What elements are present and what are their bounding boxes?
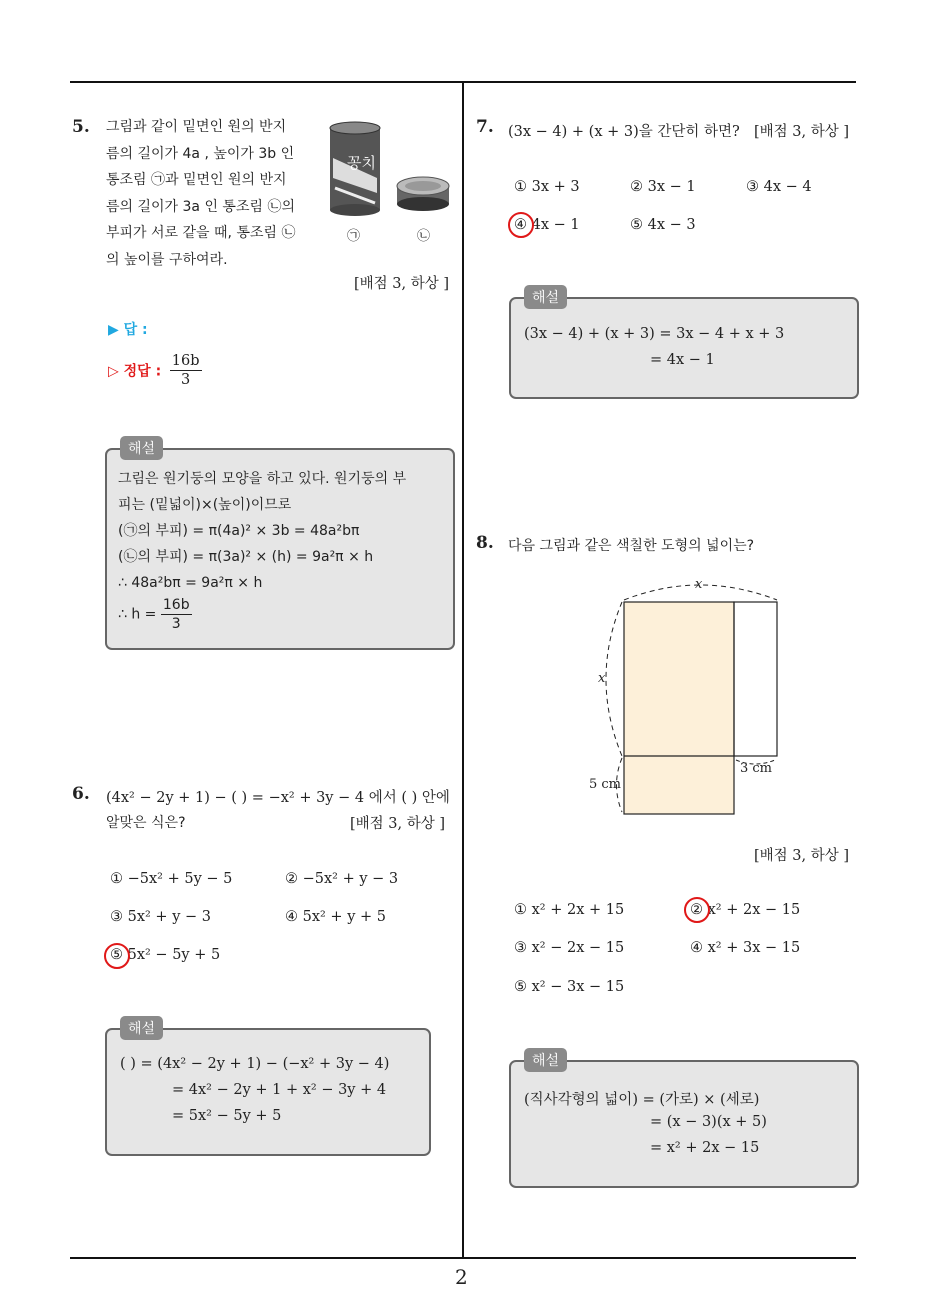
can-label-2: ㉡ bbox=[417, 229, 431, 244]
q7-explain-line-1: (3x − 4) + (x + 3) = 3x − 4 + x + 3 bbox=[524, 326, 785, 342]
q8-text: 다음 그림과 같은 색칠한 도형의 넓이는? bbox=[508, 538, 755, 554]
fraction-denominator: 3 bbox=[171, 616, 181, 632]
q7-text: (3x − 4) + (x + 3)을 간단히 하면? bbox=[508, 124, 740, 140]
q8-answer-mark bbox=[684, 897, 710, 923]
q7-number: 7. bbox=[476, 117, 494, 137]
cans-figure bbox=[325, 118, 455, 248]
q6-choice-3[interactable]: ③ 5x² + y − 3 bbox=[110, 909, 211, 925]
q5-answer-label: ▶ 답 : bbox=[108, 322, 148, 338]
q7-answer-mark bbox=[508, 212, 534, 238]
q7-choice-2[interactable]: ② 3x − 1 bbox=[630, 179, 696, 195]
q5-correct-fraction bbox=[170, 352, 202, 389]
fraction-numerator: 16b bbox=[162, 597, 190, 613]
can-brand-text: 꽁치 bbox=[347, 154, 376, 172]
column-divider bbox=[462, 82, 464, 1258]
fig-label-left: x bbox=[598, 671, 606, 686]
q8-explain-line-3: = x² + 2x − 15 bbox=[650, 1140, 760, 1156]
q6-choice-4[interactable]: ④ 5x² + y + 5 bbox=[285, 909, 386, 925]
fraction-denominator: 3 bbox=[181, 372, 191, 388]
q7-explain-line-2: = 4x − 1 bbox=[650, 352, 715, 368]
explain-line: (㉠의 부피) = π(4a)² × 3b = 48a²bπ bbox=[118, 523, 360, 539]
q7-choice-3[interactable]: ③ 4x − 4 bbox=[746, 179, 812, 195]
q5-line: 그림과 같이 밑면인 원의 반지 bbox=[106, 119, 287, 135]
unshaded-rectangle bbox=[734, 602, 777, 756]
q8-choice-4[interactable]: ④ x² + 3x − 15 bbox=[690, 940, 801, 956]
bottom-rule bbox=[70, 1257, 856, 1259]
q6-explain-line-2: = 4x² − 2y + 1 + x² − 3y + 4 bbox=[172, 1082, 387, 1098]
q7-explain-box bbox=[509, 297, 859, 399]
q5-text bbox=[106, 114, 321, 273]
q6-text-line1: (4x² − 2y + 1) − ( ) = −x² + 3y − 4 에서 ( ) 안에 bbox=[106, 790, 450, 806]
q8-number: 8. bbox=[476, 533, 494, 553]
q6-number: 6. bbox=[72, 784, 90, 804]
q6-choice-2[interactable]: ② −5x² + y − 3 bbox=[285, 871, 399, 887]
q7-choice-1[interactable]: ① 3x + 3 bbox=[514, 179, 580, 195]
q5-line: 부피가 서로 같을 때, 통조림 ㉡ bbox=[106, 225, 296, 241]
q6-choice-1[interactable]: ① −5x² + 5y − 5 bbox=[110, 871, 233, 887]
q6-answer-mark bbox=[104, 943, 130, 969]
q5-explain-tag: 해설 bbox=[120, 436, 163, 460]
q5-explain-text bbox=[118, 466, 406, 633]
explain-line: (㉡의 부피) = π(3a)² × (h) = 9a²π × h bbox=[118, 549, 374, 565]
page-number: 2 bbox=[455, 1265, 468, 1289]
q5-line: 의 높이를 구하여라. bbox=[106, 251, 228, 268]
q6-score: [배점 3, 하상 ] bbox=[350, 816, 446, 832]
q5-line: 름의 길이가 4a , 높이가 3b 인 bbox=[106, 145, 295, 162]
q8-explain-line-2: = (x − 3)(x + 5) bbox=[650, 1114, 767, 1130]
q8-figure bbox=[585, 572, 785, 820]
q6-explain-line-1: ( ) = (4x² − 2y + 1) − (−x² + 3y − 4) bbox=[120, 1056, 390, 1072]
can-label-1: ㉠ bbox=[347, 229, 361, 244]
q8-explain-line-1: (직사각형의 넓이) = (가로) × (세로) bbox=[524, 1092, 760, 1108]
q8-explain-tag: 해설 bbox=[524, 1048, 567, 1072]
q7-choice-5[interactable]: ⑤ 4x − 3 bbox=[630, 217, 696, 233]
q7-explain-tag: 해설 bbox=[524, 285, 567, 309]
q8-choice-1[interactable]: ① x² + 2x + 15 bbox=[514, 902, 625, 918]
explain-line-fraction bbox=[118, 596, 406, 633]
fig-label-5cm: 5 cm bbox=[589, 777, 622, 792]
shaded-rectangle bbox=[624, 602, 734, 814]
q5-line: 통조림 ㉠과 밑면인 원의 반지 bbox=[106, 172, 287, 188]
explain-last-prefix: ∴ h = bbox=[118, 606, 157, 623]
q5-score: [배점 3, 하상 ] bbox=[354, 276, 450, 292]
fig-label-3cm: 3 cm bbox=[740, 761, 773, 776]
q8-choice-3[interactable]: ③ x² − 2x − 15 bbox=[514, 940, 625, 956]
q8-choice-2[interactable]: ② x² + 2x − 15 bbox=[690, 902, 801, 918]
q7-score: [배점 3, 하상 ] bbox=[754, 124, 850, 140]
q5-line: 름의 길이가 3a 인 통조림 ㉡의 bbox=[106, 198, 295, 215]
q6-choice-5[interactable]: ⑤ 5x² − 5y + 5 bbox=[110, 947, 221, 963]
explain-line: 피는 (밑넓이)×(높이)이므로 bbox=[118, 497, 292, 513]
q5-number: 5. bbox=[72, 117, 90, 137]
q5-correct-label: ▷ 정답 : bbox=[108, 363, 162, 380]
q7-choice-4[interactable]: ④ 4x − 1 bbox=[514, 217, 580, 233]
explain-line: 그림은 원기둥의 모양을 하고 있다. 원기둥의 부 bbox=[118, 471, 407, 487]
fig-label-top: x bbox=[695, 577, 703, 592]
q6-explain-line-3: = 5x² − 5y + 5 bbox=[172, 1108, 282, 1124]
q8-choice-5[interactable]: ⑤ x² − 3x − 15 bbox=[514, 979, 625, 995]
explain-line: ∴ 48a²bπ = 9a²π × h bbox=[118, 575, 263, 591]
explain-fraction bbox=[161, 596, 192, 633]
q5-correct-answer bbox=[108, 352, 202, 389]
q8-score: [배점 3, 하상 ] bbox=[754, 848, 850, 864]
q6-text-line2: 알맞은 식은? bbox=[106, 815, 186, 831]
fraction-numerator: 16b bbox=[171, 353, 200, 369]
q6-explain-tag: 해설 bbox=[120, 1016, 163, 1040]
